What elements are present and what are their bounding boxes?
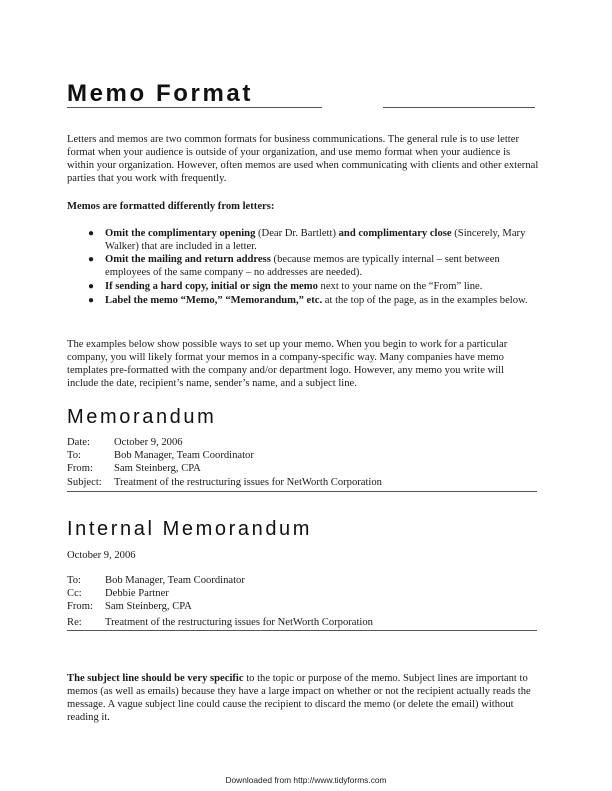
page-title: Memo Format <box>67 80 253 107</box>
bullet-list <box>88 228 530 308</box>
bullet-icon: ● <box>88 280 95 292</box>
memo2-row-re: Re: Treatment of the restructuring issues for NetWorth Corporation <box>67 617 373 628</box>
memo2-date: October 9, 2006 <box>67 550 136 561</box>
memo1-block <box>67 437 537 497</box>
memo1-row-date: Date: October 9, 2006 <box>67 437 183 448</box>
memo1-row-subject: Subject: Treatment of the restructuring issues for NetWorth Corporation <box>67 477 382 488</box>
subject-line-note: The subject line should be very specific to the topic or purpose of the memo. Subject lines are important to memos (as well as emails) because they have a large impact on whether or not the recipient actually reads the message. A vague subject line could cause the recipient to discard the memo (or delete the email) without reading it. <box>67 673 531 723</box>
memo1-subject-rule <box>67 491 537 492</box>
memo2-row-cc: Cc: Debbie Partner <box>67 588 169 599</box>
memo2-re-rule <box>67 630 537 631</box>
memo2-row-to: To: Bob Manager, Team Coordinator <box>67 575 245 586</box>
footer-download-link[interactable]: Downloaded from http://www.tidyforms.com <box>225 775 387 785</box>
memo2-row-from: From: Sam Steinberg, CPA <box>67 601 192 612</box>
differences-heading: Memos are formatted differently from letters: <box>67 201 275 212</box>
memorandum-heading: Memorandum <box>67 406 217 428</box>
internal-memorandum-heading: Internal Memorandum <box>67 518 313 540</box>
intro-paragraph: Letters and memos are two common formats for business communications. The general rule is to use letter format when your audience is outside of your organization, and use memo format when your audience is within your organization. However, often memos are used when communicating with clients and other external parties that you work with frequently. <box>67 134 539 184</box>
list-item: ● Omit the mailing and return address (because memos are typically internal – sent between employees of the same company – no addresses are needed). <box>88 254 500 278</box>
examples-paragraph: The examples below show possible ways to set up your memo. When you begin to work for a particular company, you will likely format your memos in a company-specific way. Many companies have memo templates pre-formatted with the company and/or department logo. However, any memo you write will include the date, recipient’s name, sender’s name, and a subject line. <box>67 339 508 389</box>
title-rule <box>67 107 322 108</box>
list-item: ● If sending a hard copy, initial or sign the memo next to your name on the “From” line. <box>88 280 483 292</box>
memo1-row-from: From: Sam Steinberg, CPA <box>67 463 201 474</box>
bullet-icon: ● <box>88 294 95 306</box>
list-item: ● Label the memo “Memo,” “Memorandum,” etc. at the top of the page, as in the examples below. <box>88 294 528 306</box>
list-item: ● Omit the complimentary opening (Dear Dr. Bartlett) and complimentary close (Sincerely, Mary Walker) that are included in a letter. <box>88 228 526 252</box>
title-rule-right <box>383 107 535 108</box>
bullet-icon: ● <box>88 228 95 239</box>
bullet-icon: ● <box>88 254 95 266</box>
memo2-block <box>67 575 537 635</box>
memo1-row-to: To: Bob Manager, Team Coordinator <box>67 450 254 461</box>
